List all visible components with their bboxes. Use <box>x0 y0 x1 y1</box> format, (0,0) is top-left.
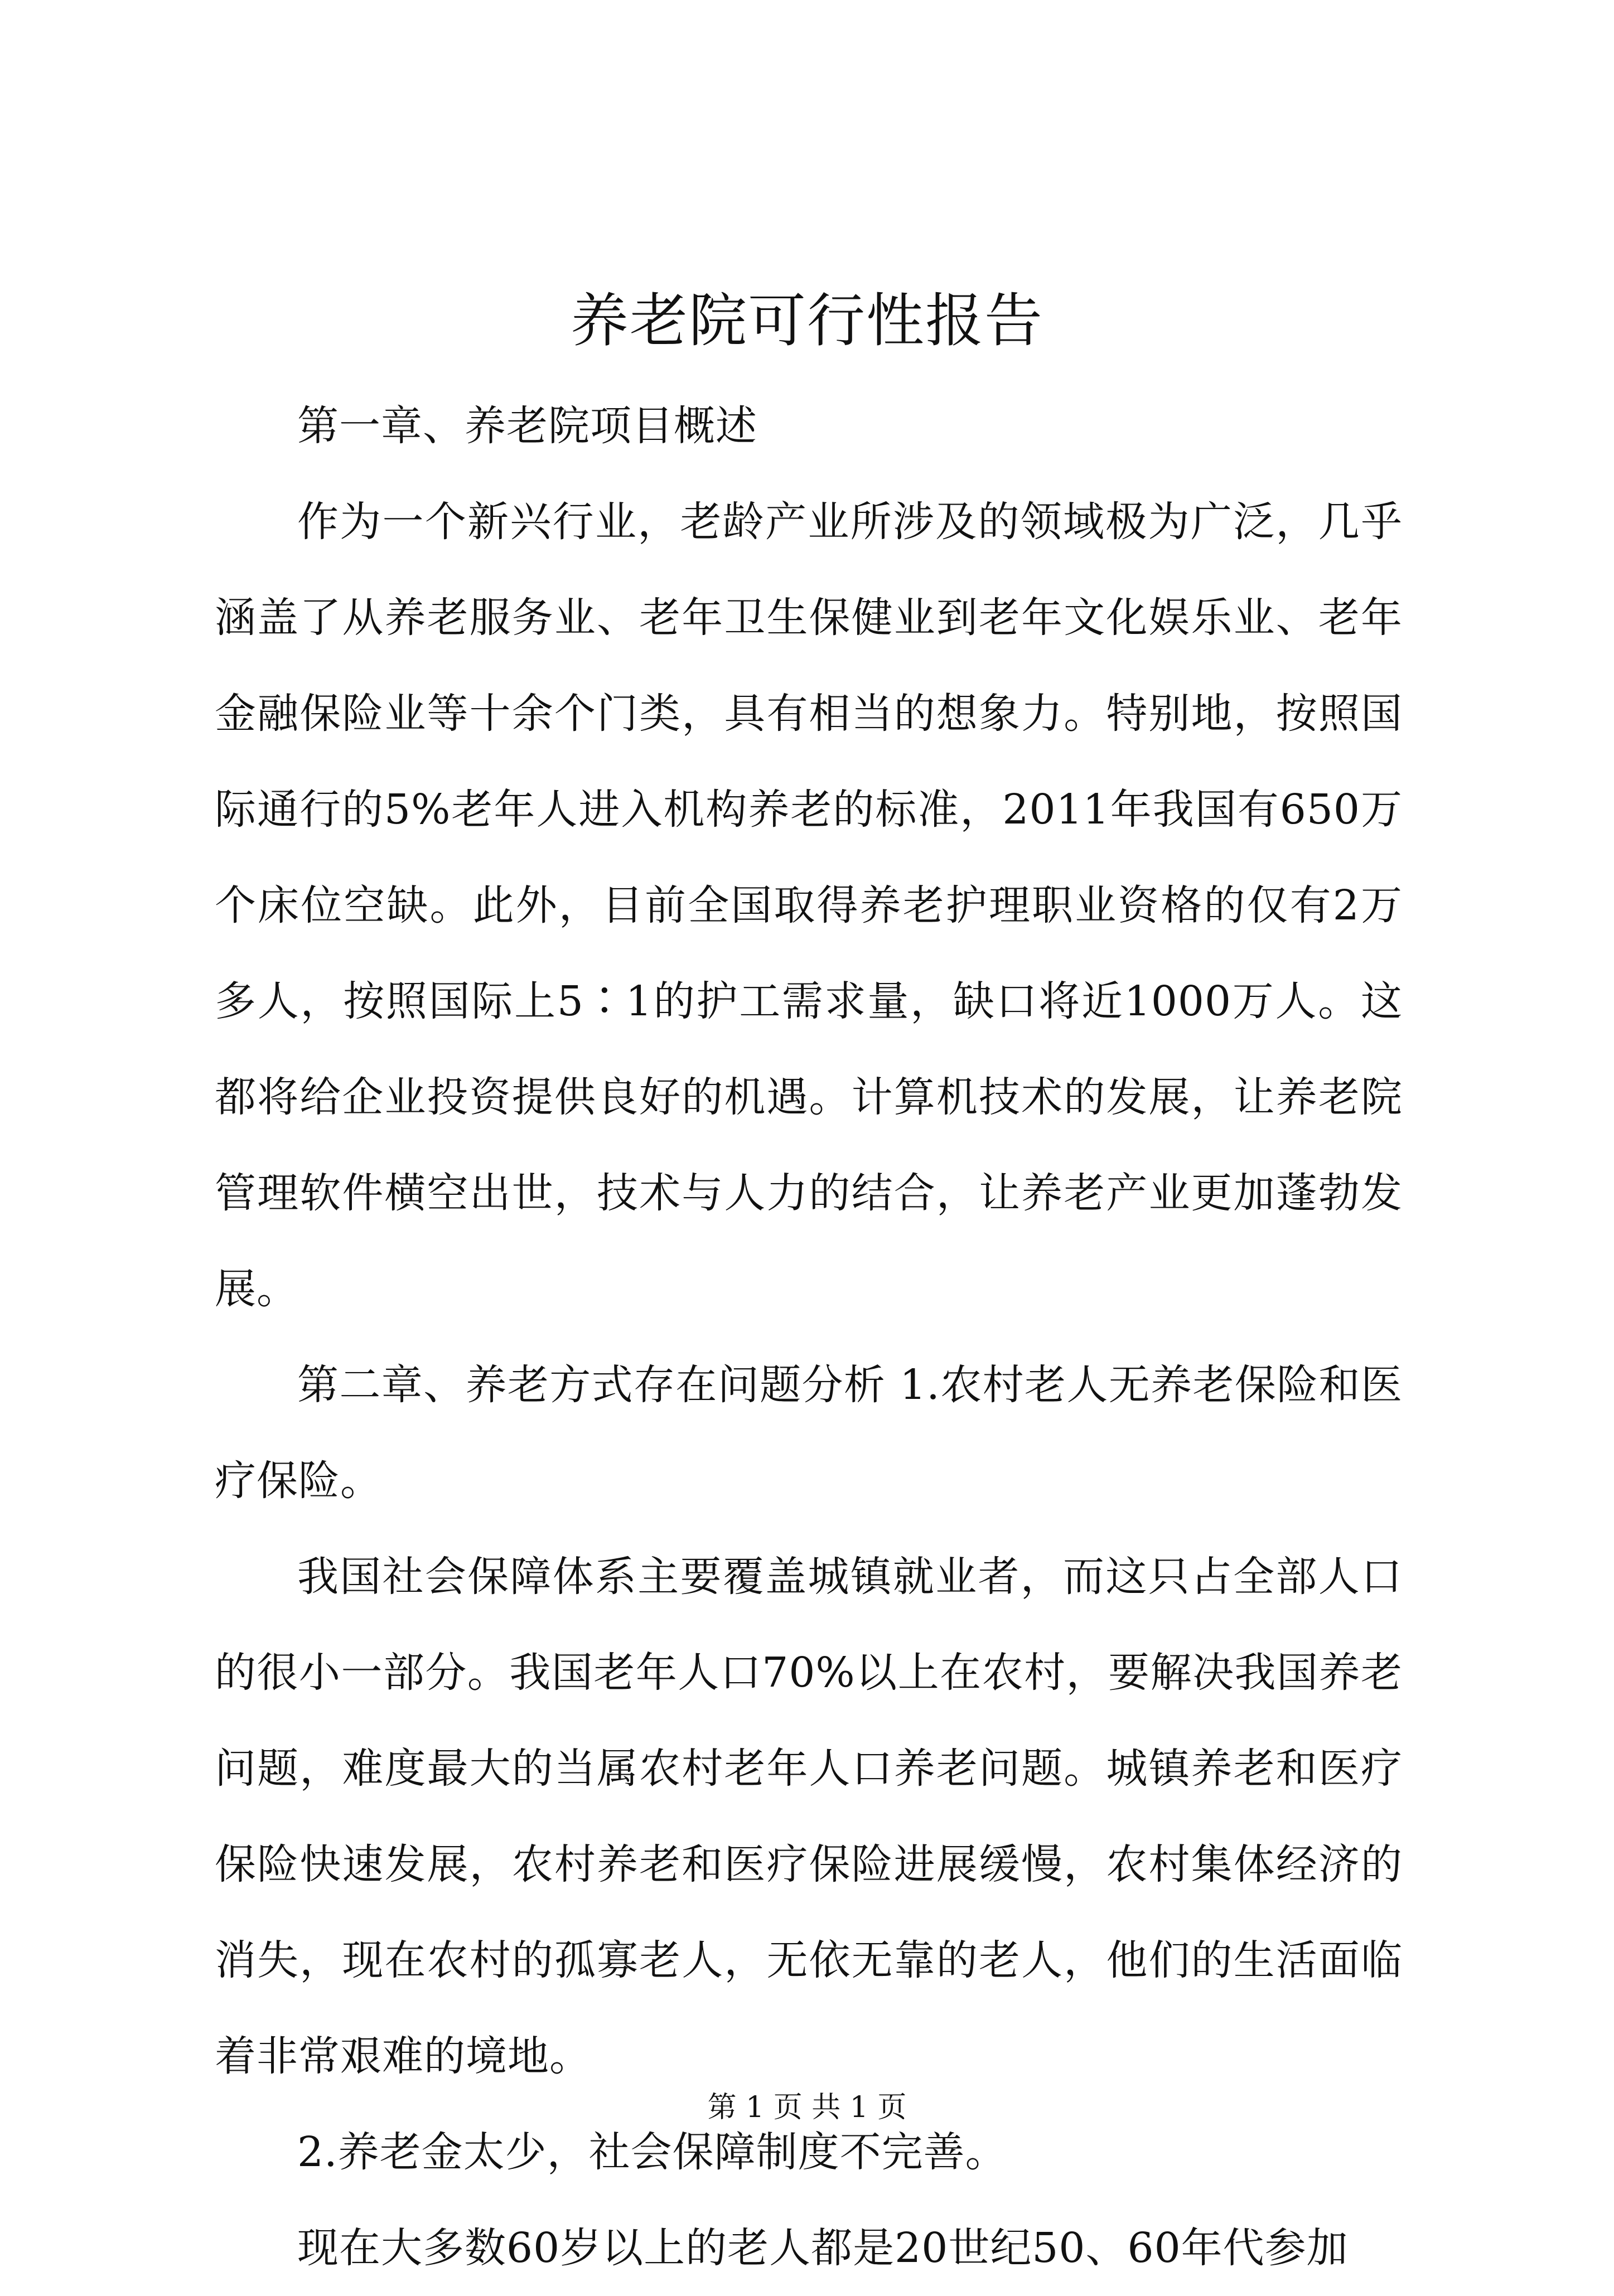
paragraph-pension-heading: 2.养老金太少，社会保障制度不完善。 <box>297 2128 1007 2176</box>
page-footer: 第 1 页 共 1 页 <box>707 2091 907 2124</box>
paragraph-industry-overview: 作为一个新兴行业，老龄产业所涉及的领域极为广泛，几乎涵盖了从养老服务业、老年卫生保健业到老年文化娱乐业、老年金融保险业等十余个门类，具有相当的想象力。特别地，按照国际通行的5%老年人进入机构养老的标准，2011年我国有650万个床位空缺。此外，目前全国取得养老护理职业资格的仅有2万多人，按照国际上5∶1的护工需求量，缺口将近1000万人。这都将给企业投资提供良好的机遇。计算机技术的发展，让养老院管理软件横空出世，技术与人力的结合，让养老产业更加蓬勃发展。 <box>215 498 1403 1313</box>
paragraph-social-security: 我国社会保障体系主要覆盖城镇就业者，而这只占全部人口的很小一部分。我国老年人口70%以上在农村，要解决我国养老问题，难度最大的当属农村老年人口养老问题。城镇养老和医疗保险快速发展，农村养老和医疗保险进展缓慢，农村集体经济的消失，现在农村的孤寡老人，无依无靠的老人，他们的生活面临着非常艰难的境地。 <box>215 1553 1403 2080</box>
document-body <box>215 378 1403 2296</box>
document-title: 养老院可行性报告 <box>570 287 1043 355</box>
chapter-1-heading: 第一章、养老院项目概述 <box>297 402 757 450</box>
paragraph-elderly-history: 现在大多数60岁以上的老人都是20世纪50、60年代参加 <box>297 2224 1349 2272</box>
chapter-2-heading: 第二章、养老方式存在问题分析 1.农村老人无养老保险和医疗保险。 <box>215 1361 1403 1505</box>
